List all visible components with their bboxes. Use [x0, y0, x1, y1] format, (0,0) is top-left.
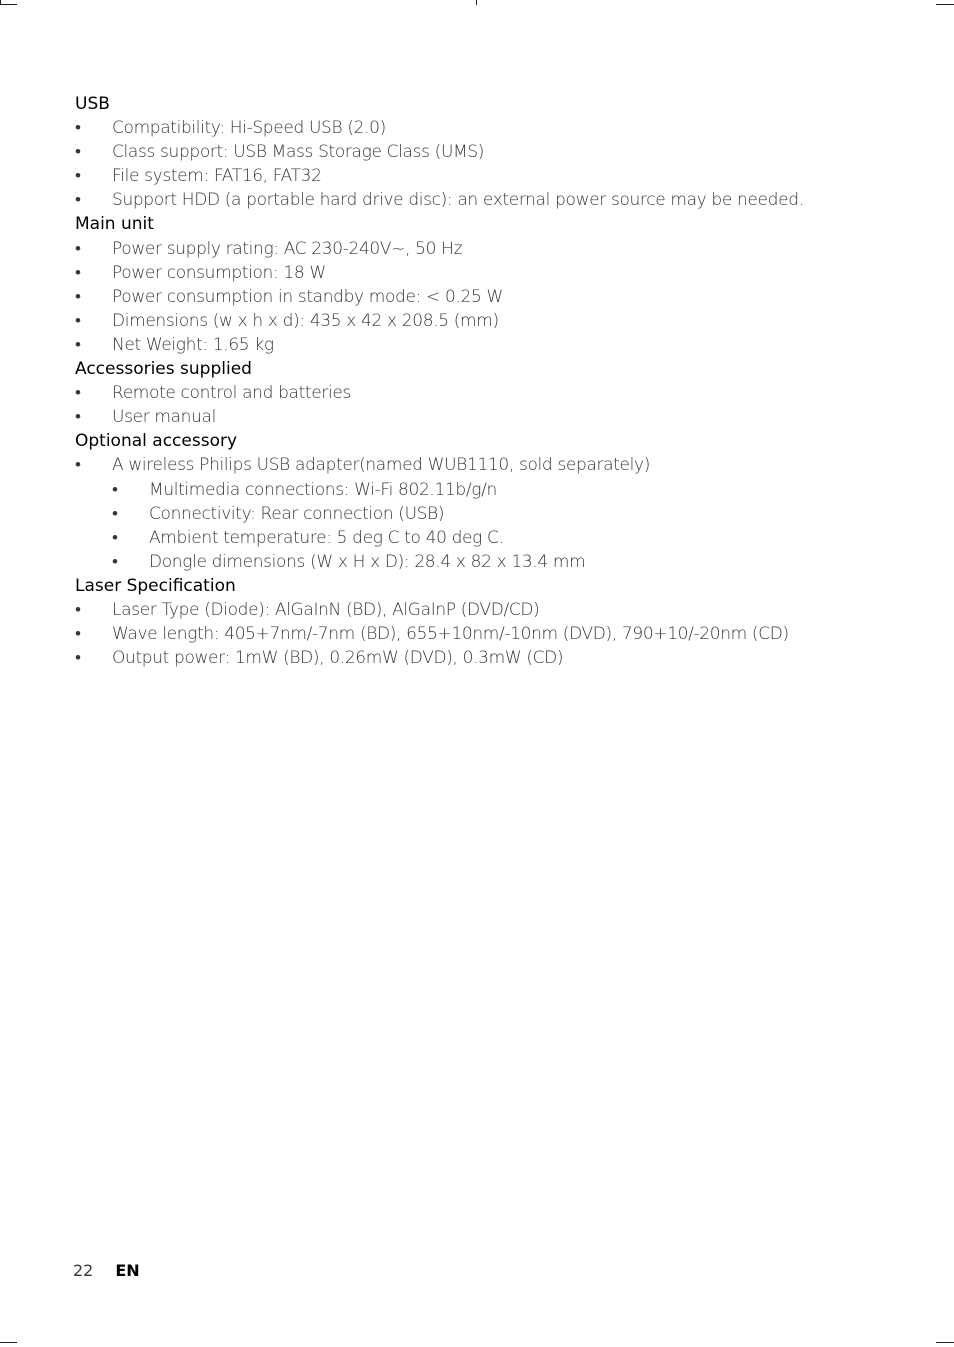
list-item	[75, 164, 935, 188]
sub-list-item	[75, 478, 935, 502]
list-item-text: Dimensions (w x h x d): 435 x 42 x 208.5 (mm)	[112, 310, 499, 331]
page-number: 22	[73, 1261, 94, 1280]
list-item-text: Power consumption in standby mode: < 0.25 W	[112, 286, 503, 307]
list-item	[75, 285, 935, 309]
bullet-icon: •	[75, 310, 81, 331]
page-footer	[73, 1260, 140, 1282]
list-item-text: Ambient temperature: 5 deg C to 40 deg C.	[149, 527, 504, 548]
list-item-text: Compatibility: Hi-Speed USB (2.0)	[112, 118, 386, 139]
bullet-icon: •	[112, 527, 118, 548]
bullet-icon: •	[112, 503, 118, 524]
list-item	[75, 333, 935, 357]
bullet-icon: •	[75, 118, 81, 139]
list-item-text: Multimedia connections: Wi-Fi 802.11b/g/n	[149, 479, 497, 500]
list-item-text: User manual	[112, 407, 216, 428]
section-title: USB	[75, 94, 110, 114]
list-item	[75, 453, 935, 477]
list-item	[75, 309, 935, 333]
bullet-icon: •	[75, 334, 81, 355]
bullet-icon: •	[75, 142, 81, 163]
section-title: Laser Specification	[75, 575, 236, 596]
list-item-text: A wireless Philips USB adapter(named WUB1110, sold separately)	[112, 455, 651, 476]
sub-list-item	[75, 526, 935, 550]
section-title: Accessories supplied	[75, 359, 252, 380]
bullet-icon: •	[75, 455, 81, 476]
spec-content	[75, 92, 935, 670]
bullet-icon: •	[75, 383, 81, 404]
list-item-text: Remote control and batteries	[112, 383, 351, 404]
list-item-text: Class support: USB Mass Storage Class (UMS)	[112, 142, 485, 163]
bullet-icon: •	[75, 407, 81, 428]
list-item	[75, 140, 935, 164]
list-item-text: Connectivity: Rear connection (USB)	[149, 503, 445, 524]
bullet-icon: •	[75, 599, 81, 620]
bullet-icon: •	[75, 286, 81, 307]
bullet-icon: •	[75, 238, 81, 259]
sub-list-item	[75, 502, 935, 526]
crop-mark	[0, 4, 17, 5]
list-item-text: Support HDD (a portable hard drive disc): an external power source may be needed.	[112, 190, 804, 211]
bullet-icon: •	[75, 190, 81, 211]
list-item	[75, 598, 935, 622]
bullet-icon: •	[75, 648, 81, 669]
list-item-text: Dongle dimensions (W x H x D): 28.4 x 82 x 13.4 mm	[149, 551, 586, 572]
bullet-icon: •	[112, 551, 118, 572]
bullet-icon: •	[75, 624, 81, 645]
list-item	[75, 261, 935, 285]
list-item-text: Wave length: 405+7nm/-7nm (BD), 655+10nm/-10nm (DVD), 790+10/-20nm (CD)	[112, 624, 789, 645]
list-item	[75, 188, 935, 212]
sub-list-item	[75, 550, 935, 574]
list-item-text: Output power: 1mW (BD), 0.26mW (DVD), 0.3mW (CD)	[112, 648, 564, 669]
list-item	[75, 405, 935, 429]
crop-mark	[476, 0, 477, 5]
list-item	[75, 622, 935, 646]
list-item	[75, 116, 935, 140]
crop-mark	[936, 1342, 954, 1343]
list-item	[75, 381, 935, 405]
list-item-text: Net Weight: 1.65 kg	[112, 334, 274, 355]
list-item-text: Power consumption: 18 W	[112, 262, 326, 283]
section-title: Main unit	[75, 214, 154, 235]
list-item	[75, 237, 935, 261]
bullet-icon: •	[112, 479, 118, 500]
list-item-text: Laser Type (Diode): AlGaInN (BD), AlGaInP (DVD/CD)	[112, 599, 540, 620]
list-item-text: Power supply rating: AC 230-240V~, 50 Hz	[112, 238, 463, 259]
crop-mark	[936, 4, 954, 5]
list-item	[75, 646, 935, 670]
list-item-text: File system: FAT16, FAT32	[112, 166, 322, 187]
bullet-icon: •	[75, 166, 81, 187]
crop-mark	[0, 1342, 17, 1343]
language-code: EN	[115, 1261, 140, 1280]
bullet-icon: •	[75, 262, 81, 283]
section-title: Optional accessory	[75, 431, 238, 452]
